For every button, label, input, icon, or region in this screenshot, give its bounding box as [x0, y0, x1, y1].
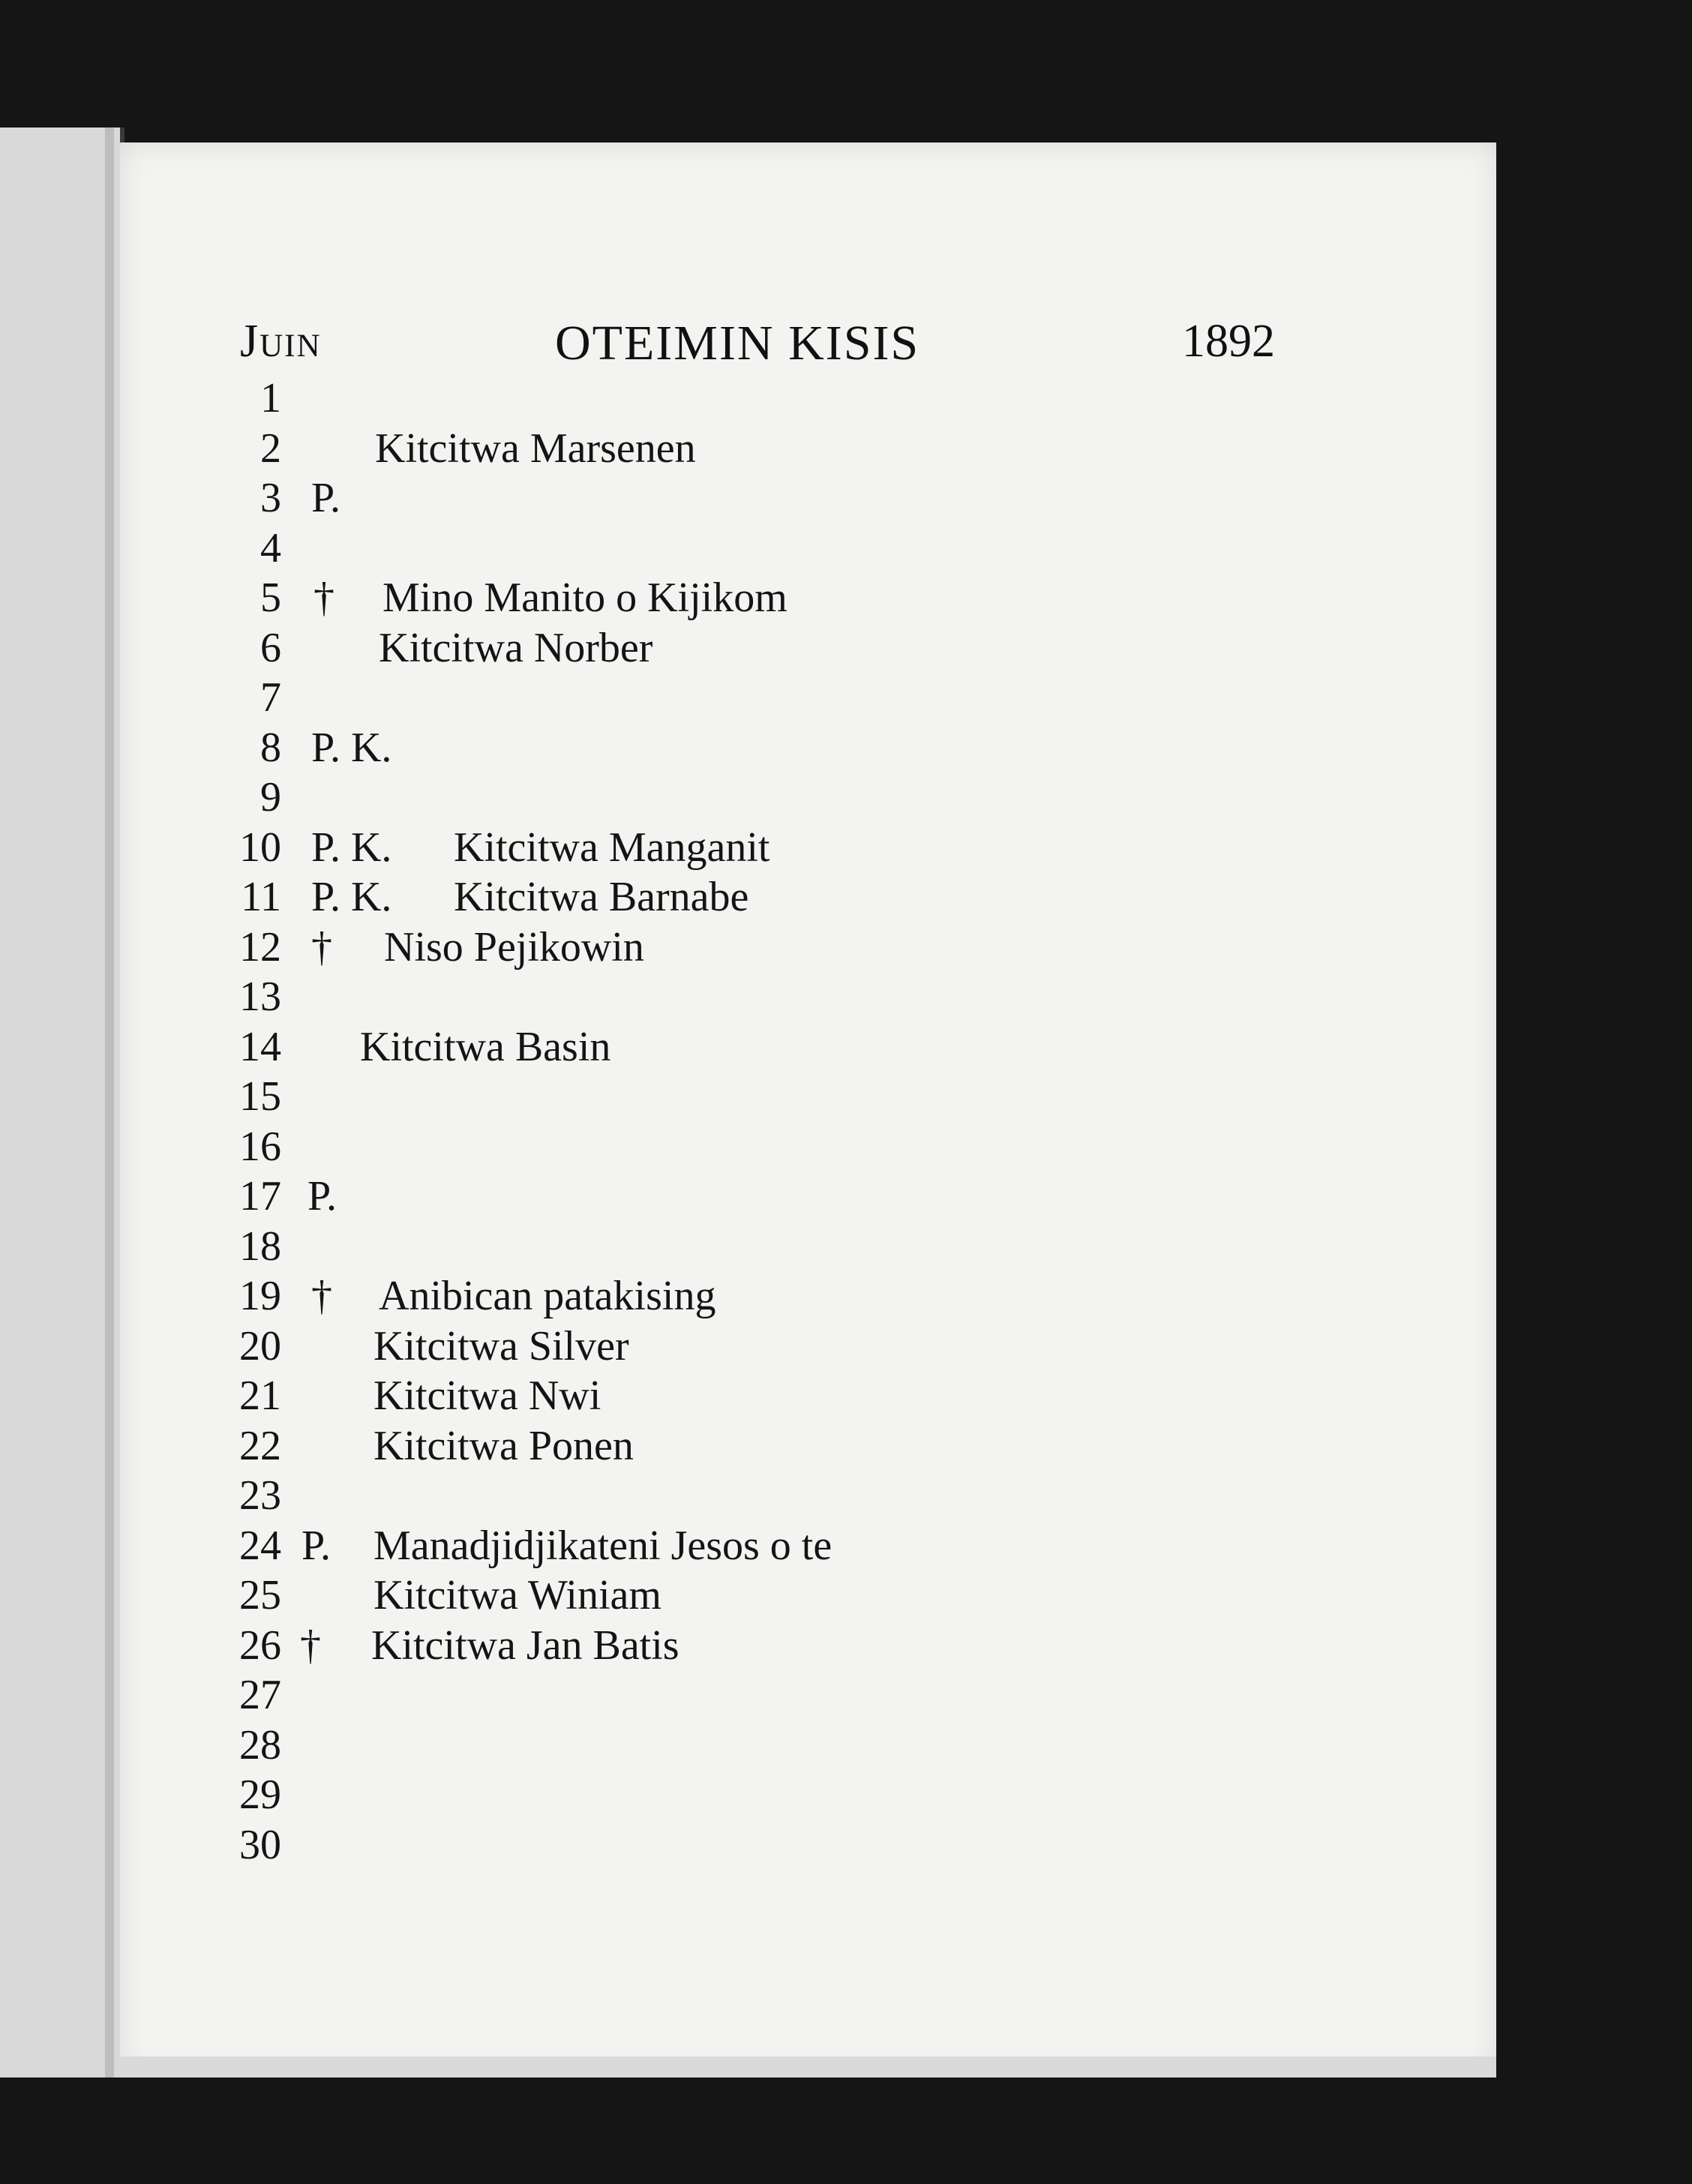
- day-row: [218, 1122, 1342, 1172]
- day-row: [218, 374, 1342, 424]
- year-label: 1892: [1182, 316, 1275, 367]
- day-text: Kitcitwa Norber: [379, 624, 653, 671]
- day-row: [218, 473, 1342, 524]
- day-mark: P.: [311, 475, 340, 521]
- day-row: [218, 623, 1342, 674]
- day-text: Kitcitwa Marsenen: [375, 424, 696, 472]
- day-row: [218, 1521, 1342, 1571]
- day-number: 13: [239, 974, 281, 1020]
- day-mark: P. K.: [311, 824, 392, 871]
- day-number: 3: [260, 475, 281, 521]
- day-number: 15: [239, 1073, 281, 1120]
- day-row: [218, 1720, 1342, 1771]
- day-mark: P.: [308, 1173, 337, 1220]
- day-row: [218, 1072, 1342, 1122]
- day-row: [218, 673, 1342, 723]
- day-number: 16: [239, 1123, 281, 1170]
- day-row: [218, 424, 1342, 474]
- day-list: [218, 374, 1342, 1870]
- day-number: 22: [239, 1422, 281, 1469]
- day-row: [218, 1371, 1342, 1421]
- cross-mark: †: [311, 1273, 332, 1319]
- day-row: [218, 524, 1342, 574]
- day-mark: P. K.: [311, 724, 392, 771]
- day-row: [218, 1820, 1342, 1870]
- day-number: 26: [239, 1622, 281, 1669]
- day-number: 14: [239, 1023, 281, 1070]
- day-mark: P. K.: [311, 874, 392, 920]
- day-text: Kitcitwa Basin: [360, 1023, 611, 1070]
- day-number: 11: [241, 874, 281, 920]
- day-number: 10: [239, 824, 281, 871]
- day-text: Manadjidjikateni Jesos o te: [374, 1522, 832, 1569]
- day-row: [218, 1471, 1342, 1521]
- book-gutter: [105, 128, 114, 2078]
- day-number: 18: [239, 1222, 281, 1270]
- day-number: 30: [239, 1821, 281, 1868]
- day-row: [218, 1621, 1342, 1671]
- left-page-edge: [0, 128, 124, 2078]
- day-text: Anibican patakising: [379, 1273, 716, 1319]
- day-text: Kitcitwa Manganit: [454, 824, 770, 871]
- day-row: [218, 972, 1342, 1022]
- day-number: 12: [239, 923, 281, 970]
- day-row: [218, 922, 1342, 973]
- day-row: [218, 772, 1342, 823]
- day-mark: P.: [302, 1522, 331, 1569]
- day-row: [218, 823, 1342, 873]
- cross-mark: †: [311, 923, 332, 970]
- day-row: [218, 1570, 1342, 1621]
- month-label: Juin: [240, 316, 322, 367]
- day-number: 23: [239, 1472, 281, 1519]
- day-text: Niso Pejikowin: [384, 923, 644, 970]
- day-row: [218, 1022, 1342, 1072]
- day-text: Kitcitwa Ponen: [374, 1422, 634, 1469]
- day-number: 20: [239, 1322, 281, 1370]
- day-number: 25: [239, 1572, 281, 1618]
- page-header: [240, 315, 1275, 375]
- day-row: [218, 1322, 1342, 1372]
- day-number: 21: [239, 1372, 281, 1419]
- day-number: 7: [260, 674, 281, 721]
- day-text: Mino Manito o Kijikom: [382, 574, 788, 621]
- day-row: [218, 872, 1342, 922]
- day-number: 29: [239, 1772, 281, 1818]
- day-row: [218, 1421, 1342, 1472]
- day-text: Kitcitwa Silver: [374, 1322, 629, 1370]
- day-number: 9: [260, 774, 281, 820]
- cross-mark: †: [300, 1622, 321, 1669]
- day-number: 19: [239, 1273, 281, 1319]
- day-row: [218, 573, 1342, 623]
- cross-mark: †: [314, 574, 334, 621]
- day-row: [218, 1172, 1342, 1222]
- day-number: 2: [260, 424, 281, 472]
- day-number: 27: [239, 1672, 281, 1718]
- day-number: 24: [239, 1522, 281, 1569]
- day-row: [218, 1222, 1342, 1272]
- day-text: Kitcitwa Jan Batis: [371, 1622, 680, 1669]
- day-number: 28: [239, 1721, 281, 1768]
- day-text: Kitcitwa Barnabe: [454, 874, 749, 920]
- day-row: [218, 1271, 1342, 1322]
- day-row: [218, 723, 1342, 773]
- day-number: 5: [260, 574, 281, 621]
- day-number: 1: [260, 375, 281, 422]
- day-number: 17: [239, 1173, 281, 1220]
- day-row: [218, 1770, 1342, 1820]
- day-number: 4: [260, 524, 281, 572]
- day-text: Kitcitwa Winiam: [374, 1572, 662, 1618]
- day-row: [218, 1670, 1342, 1720]
- day-number: 6: [260, 624, 281, 671]
- page-title: OTEIMIN KISIS: [555, 316, 920, 370]
- day-number: 8: [260, 724, 281, 771]
- page-bottom-edge: [120, 2056, 1496, 2078]
- day-text: Kitcitwa Nwi: [374, 1372, 602, 1419]
